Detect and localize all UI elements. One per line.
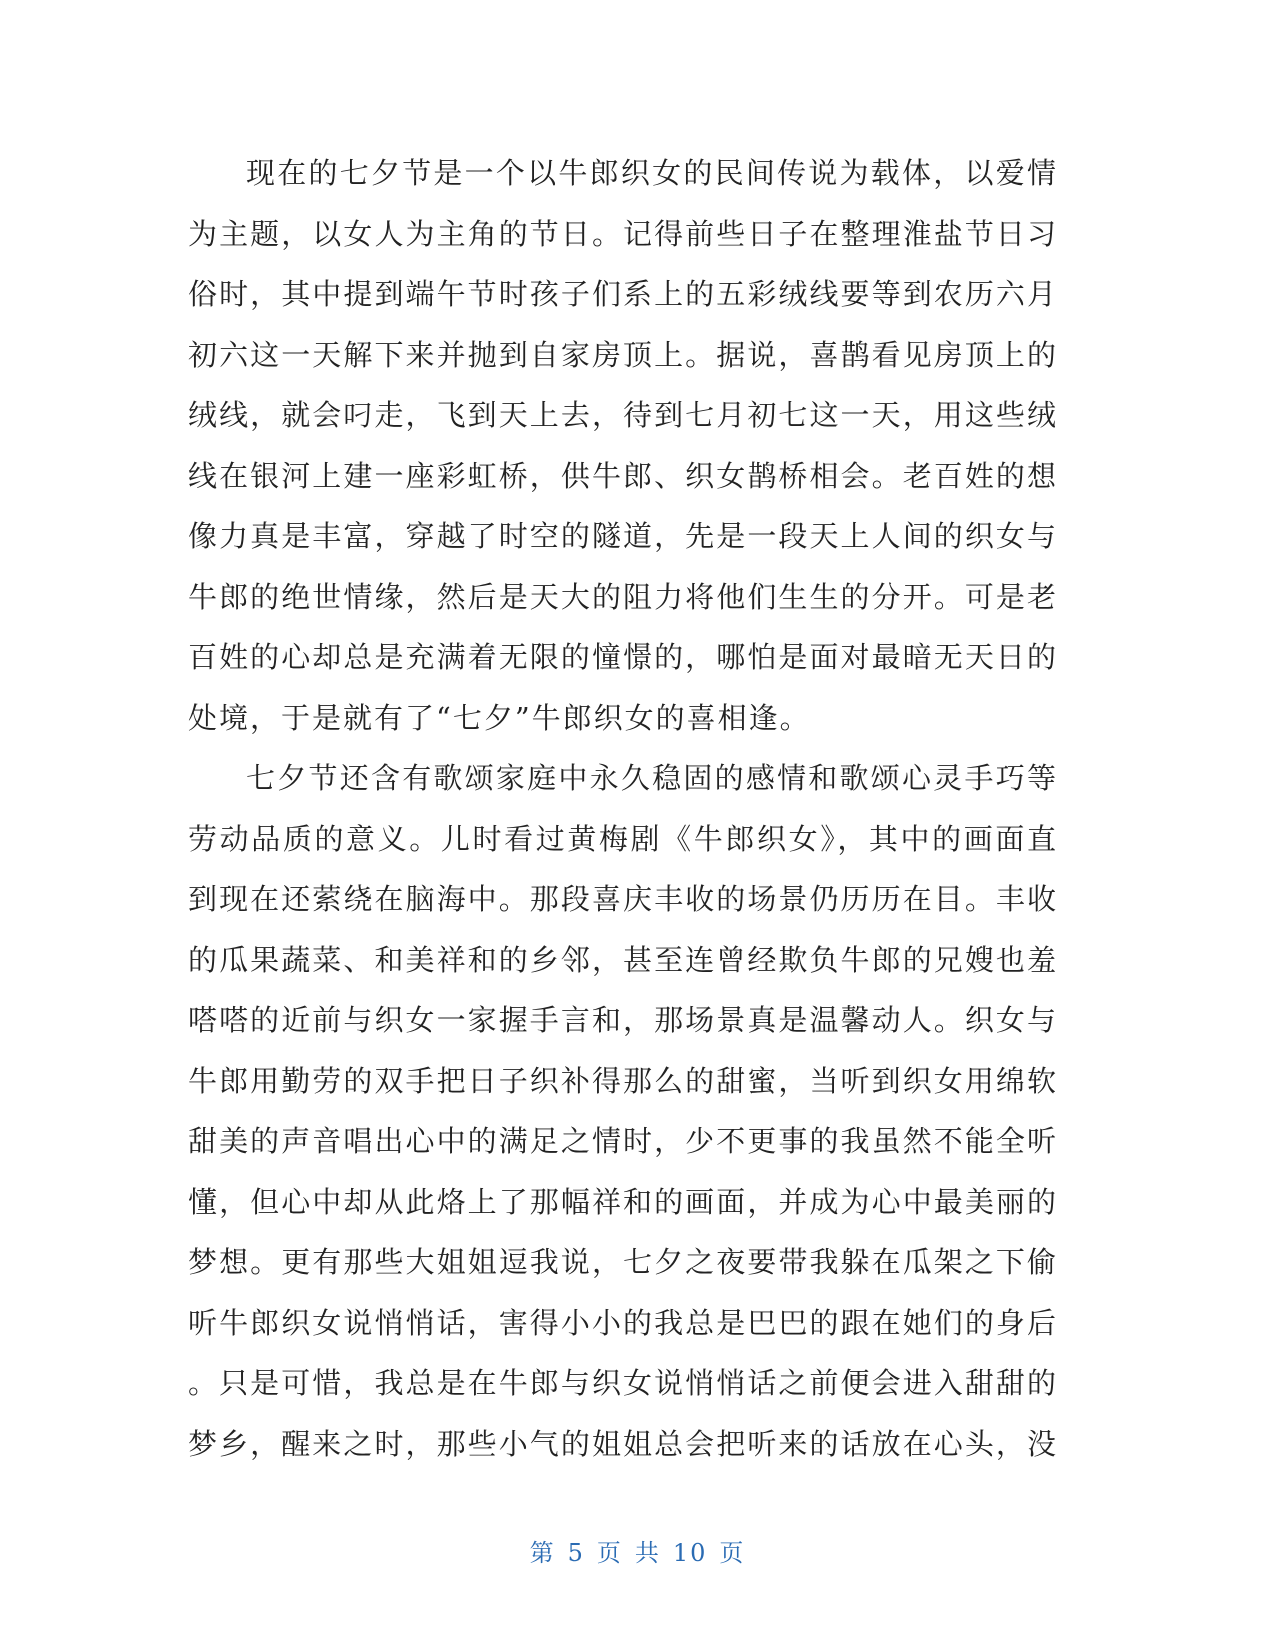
paragraph-1-line: 为主题，以女人为主角的节日。记得前些日子在整理淮盐节日习 [188,216,1058,251]
paragraph-2-line: 懂，但心中却从此烙上了那幅祥和的画面，并成为心中最美丽的 [188,1184,1058,1219]
footer-total-unit: 页 [719,1539,746,1567]
paragraph-2-line: 甜美的声音唱出心中的满足之情时，少不更事的我虽然不能全听 [188,1124,1058,1158]
footer-prefix: 第 [529,1539,556,1567]
paragraph-2-line: 牛郎用勤劳的双手把日子织补得那么的甜蜜，当听到织女用绵软 [188,1063,1058,1098]
page-number-footer [0,1533,1275,1568]
paragraph-1-line: 绒线，就会叼走，飞到天上去，待到七月初七这一天，用这些绒 [188,398,1058,432]
paragraph-2-line: 七夕节还含有歌颂家庭中永久稳固的感情和歌颂心灵手巧等 [246,761,1058,795]
paragraph-2-line: 嗒嗒的近前与织女一家握手言和，那场景真是温馨动人。织女与 [188,1003,1058,1037]
paragraph-2-line: 梦乡，醒来之时，那些小气的姐姐总会把听来的话放在心头，没 [188,1426,1058,1461]
paragraph-2-line: 劳动品质的意义。儿时看过黄梅剧《牛郎织女》，其中的画面直 [188,821,1058,856]
footer-current-page: 5 [567,1539,585,1567]
paragraph-1-line: 现在的七夕节是一个以牛郎织女的民间传说为载体，以爱情 [246,156,1058,190]
paragraph-1-line: 初六这一天解下来并抛到自家房顶上。据说，喜鹊看见房顶上的 [188,337,1058,372]
paragraph-1-line: 像力真是丰富，穿越了时空的隧道，先是一段天上人间的织女与 [188,519,1058,553]
paragraph-1-line: 线在银河上建一座彩虹桥，供牛郎、织女鹊桥相会。老百姓的想 [188,458,1058,493]
paragraph-2-line: 到现在还萦绕在脑海中。那段喜庆丰收的场景仍历历在目。丰收 [188,882,1058,916]
paragraph-1-line: 百姓的心却总是充满着无限的憧憬的，哪怕是面对最暗无天日的 [188,640,1058,674]
paragraph-1-line: 处境，于是就有了“七夕”牛郎织女的喜相逢。 [188,700,811,735]
paragraph-2-line: 梦想。更有那些大姐姐逗我说，七夕之夜要带我躲在瓜架之下偷 [188,1245,1058,1279]
paragraph-1-line: 俗时，其中提到端午节时孩子们系上的五彩绒线要等到农历六月 [188,277,1058,311]
paragraph-2-line: 听牛郎织女说悄悄话，害得小小的我总是巴巴的跟在她们的身后 [188,1305,1058,1340]
paragraph-2-line: 的瓜果蔬菜、和美祥和的乡邻，甚至连曾经欺负牛郎的兄嫂也羞 [188,942,1058,977]
footer-total-pages: 10 [672,1539,708,1567]
footer-page-unit: 页 [596,1539,623,1567]
paragraph-1-line: 牛郎的绝世情缘，然后是天大的阻力将他们生生的分开。可是老 [188,579,1058,614]
footer-total-prefix: 共 [634,1539,661,1567]
paragraph-2-line: 。只是可惜，我总是在牛郎与织女说悄悄话之前便会进入甜甜的 [188,1366,1058,1400]
document-body [188,143,1058,1474]
